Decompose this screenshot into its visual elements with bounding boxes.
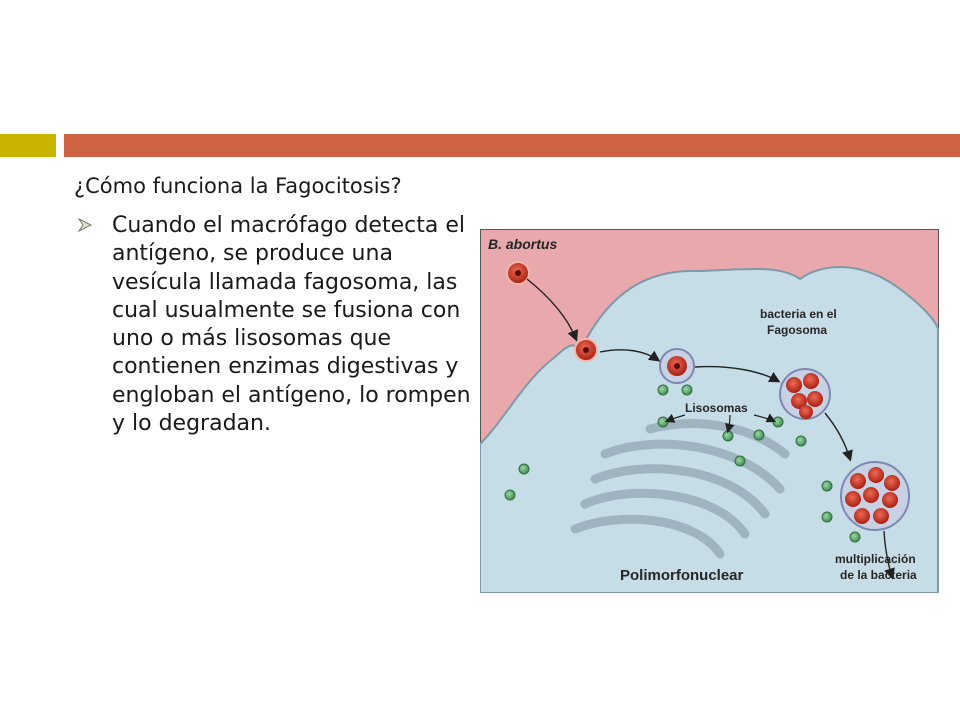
accent-bar-orange bbox=[64, 134, 960, 157]
bacterium-entering bbox=[575, 339, 597, 361]
label-polimorfonuclear: Polimorfonuclear bbox=[620, 567, 744, 584]
phagocytosis-diagram bbox=[480, 229, 939, 593]
question-heading: ¿Cómo funciona la Fagocitosis? bbox=[74, 174, 402, 198]
bacterium-outside bbox=[507, 262, 529, 284]
bullet-item bbox=[74, 212, 474, 438]
label-phagosome-line2: Fagosoma bbox=[767, 323, 828, 337]
label-phagosome-line1: bacteria en el bbox=[760, 307, 837, 321]
label-multiplication-line2: de la bacteria bbox=[840, 568, 917, 582]
label-multiplication-line1: multiplicación bbox=[835, 552, 916, 566]
bullet-text: Cuando el macrófago detecta el antígeno, se produce una vesícula llamada fagosoma, las cual usualmente se fusiona con uno o más lisosomas que contienen enzimas digestivas y engloban el antígeno, lo rompen y lo degradan. bbox=[112, 213, 471, 437]
arrowhead-bullet-icon bbox=[78, 218, 92, 232]
accent-bar-yellow bbox=[0, 134, 56, 157]
label-lysosomes: Lisosomas bbox=[685, 401, 748, 415]
phagosome-single bbox=[660, 349, 694, 383]
label-b-abortus: B. abortus bbox=[488, 236, 558, 252]
phagolysosome-medium bbox=[780, 369, 830, 419]
slide-text bbox=[74, 172, 474, 438]
phagolysosome-large bbox=[841, 462, 909, 530]
